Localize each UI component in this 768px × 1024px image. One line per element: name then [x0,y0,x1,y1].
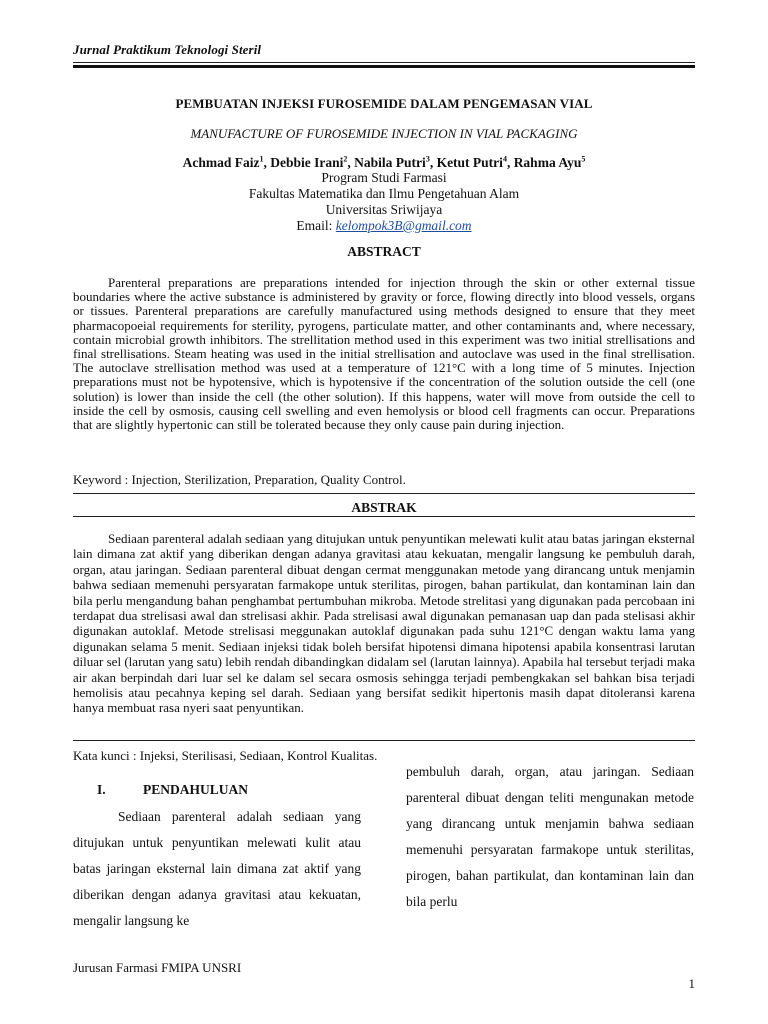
page-number: 1 [688,976,695,991]
abstrak-rule-top [73,493,695,494]
keyword-line: Keyword : Injection, Sterilization, Preparation, Quality Control. [73,472,406,487]
author: Debbie Irani$^2$, [270,154,355,170]
header-rule-thin [73,62,695,63]
abstract-heading: ABSTRACT [347,244,421,259]
author: Rahma Ayu$^5$ [513,154,586,170]
paper-title: PEMBUATAN INJEKSI FUROSEMIDE DALAM PENGEMASAN VIAL [175,96,593,111]
journal-running-head: Jurnal Praktikum Teknologi Steril [73,42,262,57]
abstrak-heading: ABSTRAK [351,500,417,515]
header-rule-thick [73,65,695,68]
author: Achmad Faiz$^1$, [182,154,271,170]
body-column-left [73,804,361,934]
paper-subtitle: MANUFACTURE OF FUROSEMIDE INJECTION IN VIAL PACKAGING [190,126,578,141]
author: Nabila Putri$^3$, [354,154,437,170]
section-title: PENDAHULUAN [143,782,249,797]
section-heading-pendahuluan [97,782,248,798]
body-paragraph: Sediaan parenteral adalah sediaan yang ditujukan untuk penyuntikan melewati kulit atau batas jaringan eksternal lain dimana zat aktif yang diberikan dengan adanya gravitasi atau kekuatan, mengalir langsung ke [73,809,361,928]
kata-kunci-line: Kata kunci : Injeksi, Sterilisasi, Sediaan, Kontrol Kualitas. [73,748,378,763]
affiliation-email [73,218,695,234]
section-number: I. [97,782,106,797]
abstrak-text: Sediaan parenteral adalah sediaan yang ditujukan untuk penyuntikan melewati kulit atau batas jaringan eksternal lain dimana zat aktif yang diberikan dengan adanya gravitasi atau kekuatan, mengalir langsung ke pembuluh darah, organ, atau jaringan. Sediaan parenteral dibuat dengan cermat menggunakan metode yang dirancang untuk menjamin bahwa sediaan memenuhi persyaratan farmakope untuk sterilitas, pirogen, bahan partikulat, dan kontaminan lain dan bila perlu mengandung bahan penghambat pertumbuhan mikroba. Metode strelitasi yang digunakan pada percobaan ini terdapat dua strelisasi awal dan strelisasi akhir. Pada strelisasi awal digunakan pemanasan uap dan pada stelisasi akhir digunakan autoklaf. Metode strelisasi meggunakan autoklaf digunakan pada suhu 121°C dengan waktu lama yang digunakan selama 5 menit. Sediaan injeksi tidak boleh bersifat hipotensi dimana hipotensi apabila konsentrasi larutan diluar sel (larutan yang satu) lebih rendah dibandingkan didalam sel (larutan lainnya). Apabila hal tersebut terjadi maka air akan berpindah dari luar sel ke dalam sel secara osmosis sehingga terjadi pembengkakan sel bahkan bisa terjadi hemolisis atau pecahnya keping sel darah. Sediaan yang bersifat sedikit hipertonis masih dapat ditoleransi karena hanya membuat rasa nyeri saat penyuntikan. [73,531,695,716]
email-link[interactable]: kelompok3B@gmail.com [335,218,472,233]
abstrak-rule-under-heading [73,516,695,517]
email-label: Email: [296,218,336,233]
footer-department: Jurusan Farmasi FMIPA UNSRI [73,960,242,975]
body-paragraph: pembuluh darah, organ, atau jaringan. Sediaan parenteral dibuat dengan teliti mengunakan metode yang dirancang untuk menjamin bahwa sediaan memenuhi persyaratan farmakope untuk sterilitas, pirogen, bahan partikulat, dan kontaminan lain dan bila perlu [406,764,694,909]
author: Ketut Putri$^4$, [436,154,514,170]
author-list [73,154,695,171]
affiliation-program: Program Studi Farmasi [321,170,447,185]
abstrak-rule-bottom [73,740,695,741]
body-column-right [406,759,694,915]
affiliation-faculty: Fakultas Matematika dan Ilmu Pengetahuan Alam [248,186,520,201]
affiliation-university: Universitas Sriwijaya [325,202,443,217]
abstract-text: Parenteral preparations are preparations intended for injection through the skin or other external tissue boundaries where the active substance is administered by gravity or force, flowing directly into blood vessels, organs or tissues. Parenteral preparations are carefully manufactured using methods designed to ensure that they meet pharmacopoeial requirements for sterility, pyrogens, particulate matter, and other contaminants and, where necessary, contain microbial growth inhibitors. The strellitation method used in this experiment was two initial strellisations and final strellisations. Steam heating was used in the initial strellisation and autoclave was used in the final strellisation. The autoclave strellisation method was used at a temperature of 121°C with a long time of 5 minutes. Injection preparations must not be hypotensive, which is hypotensive if the concentration of the solution outside the cell (one solution) is lower than inside the cell (the other solution). If this happens, water will move from outside the cell to inside the cell by osmosis, causing cell swelling and even hemolysis or blood cell fragments can occur. Preparations that are slightly hypertonic can still be tolerated because they only cause pain during injection. [73,275,695,433]
